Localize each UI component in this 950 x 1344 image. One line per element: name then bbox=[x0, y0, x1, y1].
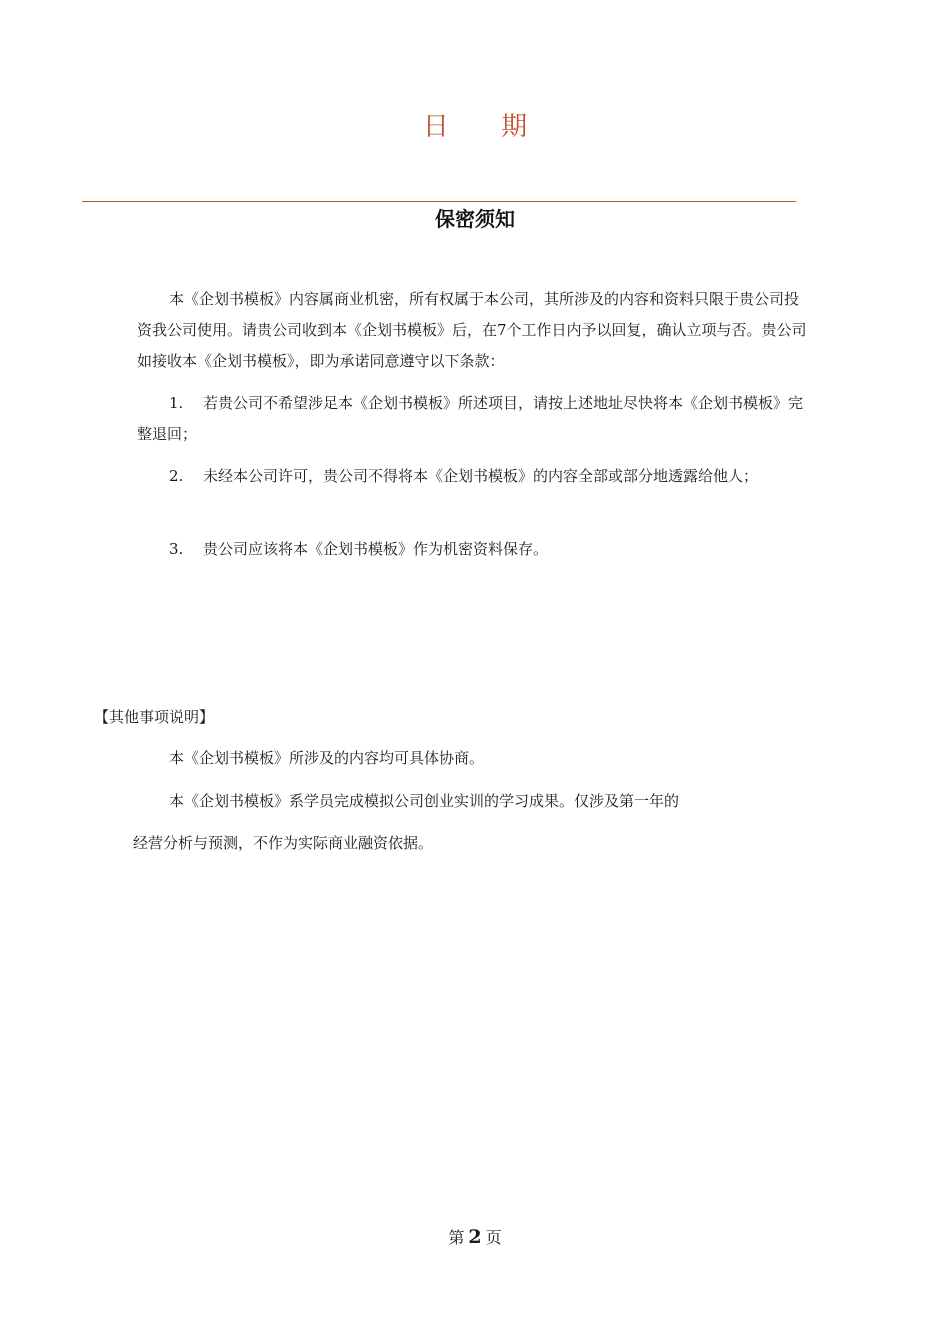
clause-number: 1. bbox=[169, 394, 184, 412]
clause-text: 贵公司应该将本《企划书模板》作为机密资料保存。 bbox=[203, 540, 549, 558]
clause-item-1 bbox=[137, 388, 817, 450]
other-matters-line-1: 本《企划书模板》所涉及的内容均可具体协商。 bbox=[169, 749, 485, 767]
page-suffix: 页 bbox=[485, 1228, 502, 1247]
page-number: 2 bbox=[468, 1226, 482, 1248]
confidentiality-title: 保密须知 bbox=[435, 207, 515, 231]
other-matters-heading: 【其他事项说明】 bbox=[94, 708, 215, 726]
clause-item-3 bbox=[137, 534, 817, 565]
other-matters-line-3: 经营分析与预测，不作为实际商业融资依据。 bbox=[133, 834, 434, 852]
clause-text: 未经本公司许可，贵公司不得将本《企划书模板》的内容全部或部分地透露给他人； bbox=[203, 467, 759, 485]
page-footer bbox=[0, 1222, 950, 1253]
confidentiality-intro: 本《企划书模板》内容属商业机密，所有权属于本公司，其所涉及的内容和资料只限于贵公司投资我公司使用。请贵公司收到本《企划书模板》后，在7个工作日内予以回复，确认立项与否。贵公司如接收本《企划书模板》，即为承诺同意遵守以下条款： bbox=[137, 290, 807, 370]
clause-number: 2. bbox=[169, 467, 184, 485]
header-divider bbox=[82, 201, 796, 202]
other-matters-line-2: 本《企划书模板》系学员完成模拟公司创业实训的学习成果。仅涉及第一年的 bbox=[169, 792, 680, 810]
clause-number: 3. bbox=[169, 540, 184, 558]
clause-item-2 bbox=[137, 461, 817, 492]
date-heading: 日 期 bbox=[422, 112, 550, 142]
clause-text: 若贵公司不希望涉足本《企划书模板》所述项目，请按上述地址尽快将本《企划书模板》完整退回； bbox=[137, 394, 804, 443]
page-prefix: 第 bbox=[448, 1228, 465, 1247]
